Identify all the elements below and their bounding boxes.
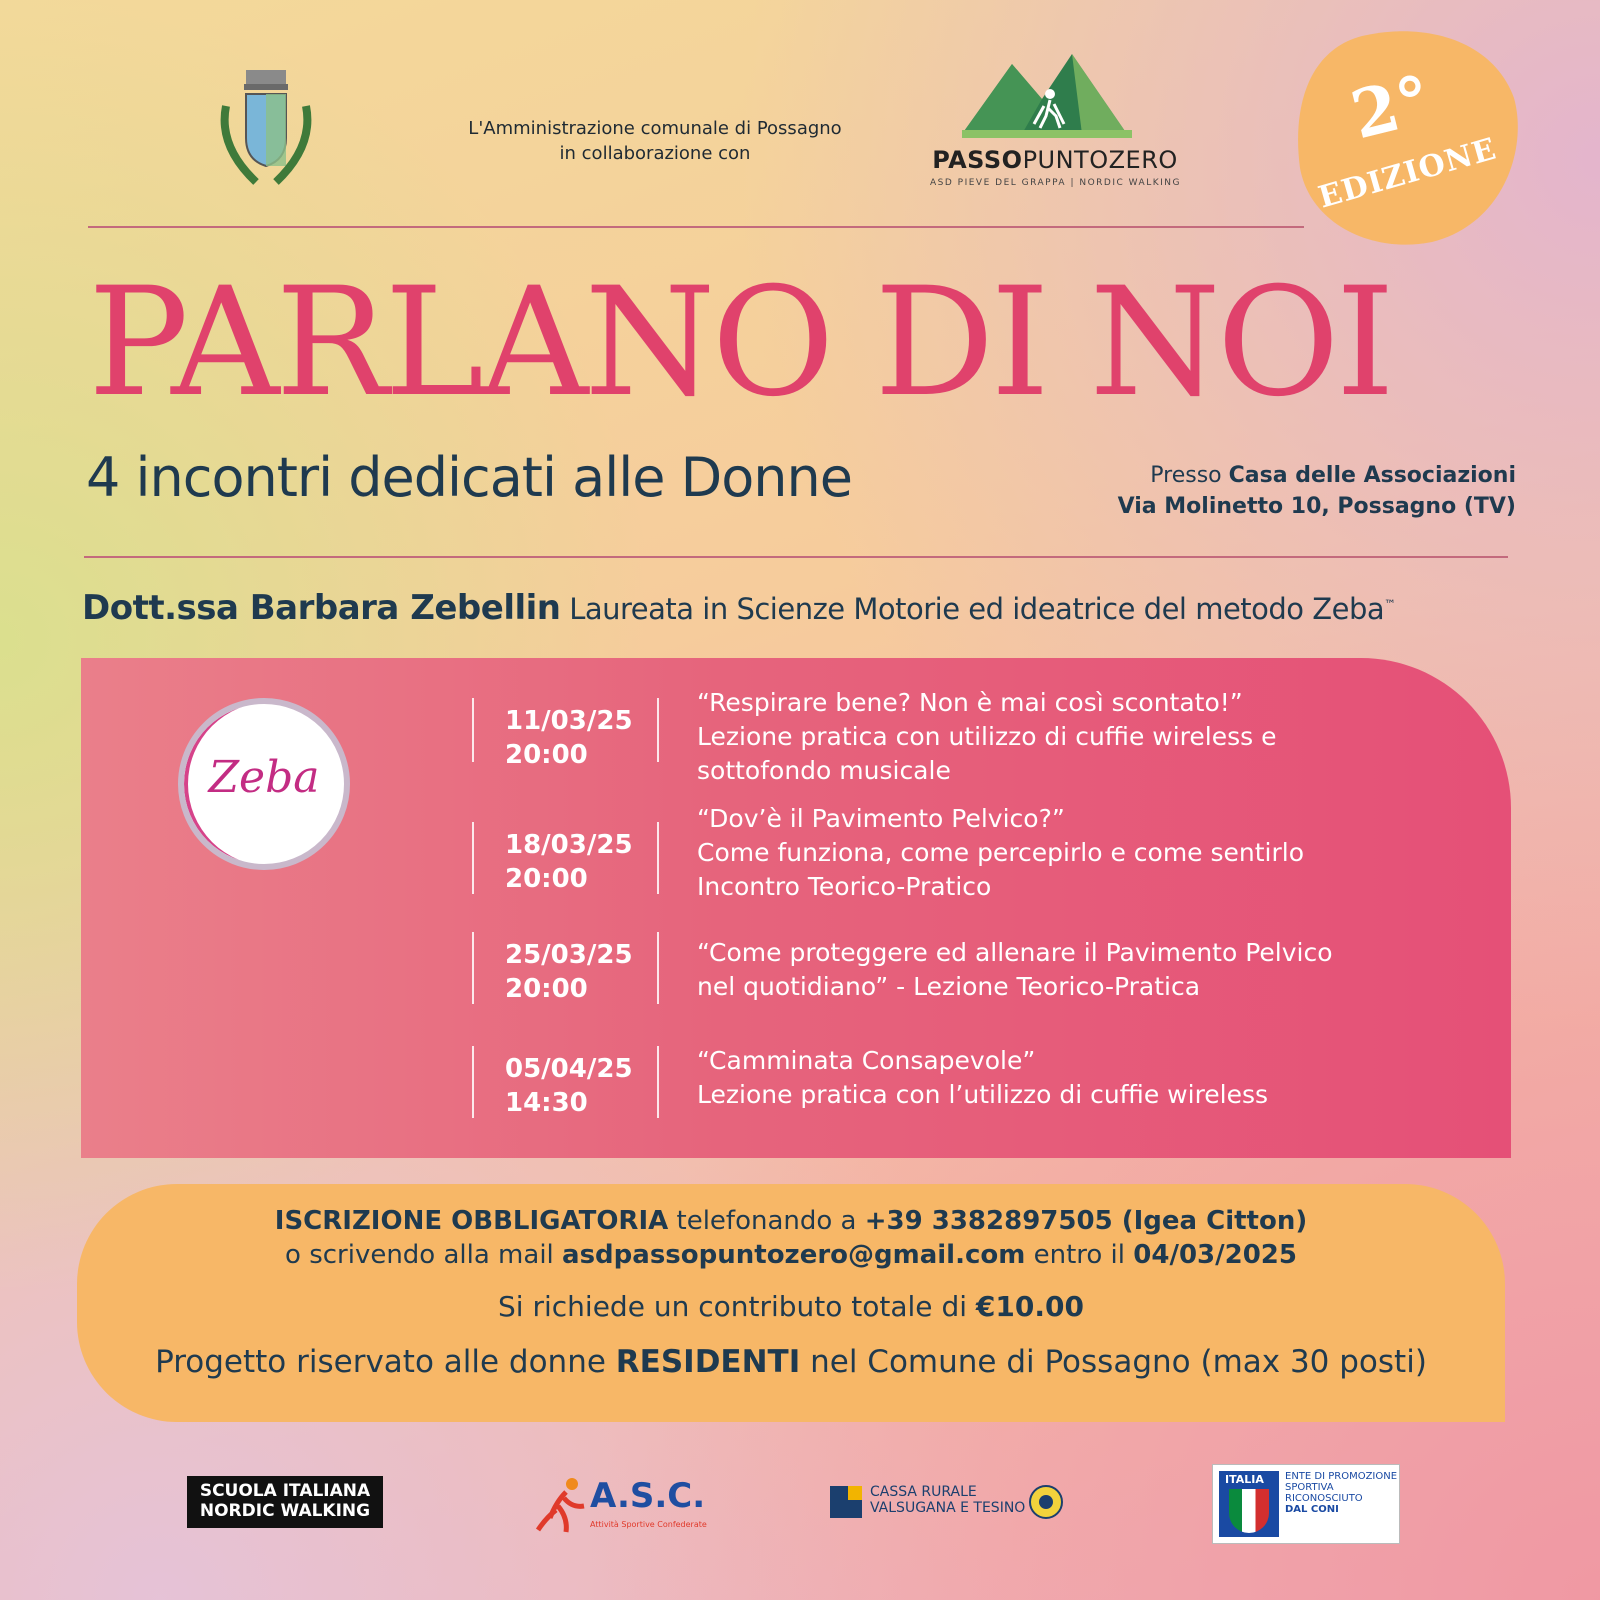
- email-link[interactable]: asdpassopuntozero@gmail.com: [562, 1240, 1026, 1270]
- coni-text: ENTE DI PROMOZIONE SPORTIVA RICONOSCIUTO DAL CONI: [1285, 1471, 1398, 1515]
- sinw-logo: SCUOLA ITALIANA NORDIC WALKING: [187, 1476, 383, 1528]
- italia-flag-icon: ITALIA: [1219, 1471, 1279, 1537]
- badge-word: EDIZIONE: [1314, 131, 1501, 216]
- event-divider-left: [472, 698, 474, 762]
- divider-middle: [84, 556, 1508, 558]
- registration-panel: [77, 1184, 1505, 1422]
- registration-line: ISCRIZIONE OBBLIGATORIA telefonando a +39 3382897505 (Igea Citton): [274, 1206, 1308, 1236]
- event-divider-right: [657, 932, 659, 1004]
- asc-runner-icon: [536, 1476, 586, 1534]
- event-divider-right: [657, 698, 659, 762]
- event-description: “Dov’è il Pavimento Pelvico?” Come funziona, come percepirlo e come sentirlo Incontro Teorico-Pratico: [697, 804, 1305, 901]
- badge-number: 2°: [1343, 59, 1440, 155]
- mountain-walker-logo-icon: [962, 44, 1152, 144]
- event-date-time: 18/03/25 20:00: [505, 830, 633, 894]
- asc-subtitle: Attività Sportive Confederate: [590, 1520, 707, 1529]
- subtitle: 4 incontri dedicati alle Donne: [86, 446, 852, 509]
- event-description: “Respirare bene? Non è mai così scontato!” Lezione pratica con utilizzo di cuffie wireless e sottofondo musicale: [697, 688, 1277, 785]
- asc-logo: [536, 1476, 706, 1534]
- event-date-time: 25/03/25 20:00: [505, 940, 633, 1004]
- doctor-role: Laureata in Scienze Motorie ed ideatrice del metodo Zeba: [569, 592, 1385, 626]
- doctor-line: [82, 588, 1396, 628]
- cassa-text: CASSA RURALE VALSUGANA E TESINO: [870, 1484, 1026, 1516]
- edition-badge: [1292, 28, 1522, 250]
- intro-text: [440, 116, 870, 166]
- cassa-rurale-logo: [830, 1484, 1070, 1532]
- phone-number[interactable]: +39 3382897505 (Igea Citton): [864, 1206, 1308, 1236]
- doctor-name: Dott.ssa Barbara Zebellin: [82, 588, 561, 628]
- event-divider-left: [472, 1046, 474, 1118]
- event-divider-right: [657, 822, 659, 894]
- event-description: “Come proteggere ed allenare il Pavimento Pelvico nel quotidiano” - Lezione Teorico-Pratica: [697, 938, 1333, 1001]
- email-line: o scrivendo alla mail asdpassopuntozero@gmail.com entro il 04/03/2025: [285, 1240, 1297, 1270]
- zeba-logo: [178, 698, 350, 870]
- venue-address: Via Molinetto 10, Possagno (TV): [1117, 494, 1516, 519]
- intro-line-2: in collaborazione con: [559, 143, 751, 164]
- event-divider-right: [657, 1046, 659, 1118]
- brand-name: PASSOPUNTOZERO: [932, 146, 1178, 174]
- coni-logo: [1212, 1464, 1400, 1544]
- municipal-crest-icon: [218, 66, 314, 192]
- page-title: PARLANO DI NOI: [88, 256, 1391, 430]
- venue: [1070, 460, 1516, 522]
- event-date-time: 05/04/25 14:30: [505, 1054, 633, 1118]
- cassa-square-icon: [830, 1486, 862, 1518]
- event-divider-left: [472, 822, 474, 894]
- venue-prefix: Presso: [1150, 463, 1222, 488]
- intro-line-1: L'Amministrazione comunale di Possagno: [468, 118, 842, 139]
- event-date-time: 11/03/25 20:00: [505, 706, 633, 770]
- passopuntozero-logo: [930, 146, 1180, 188]
- event-divider-left: [472, 932, 474, 1004]
- fee-amount: €10.00: [975, 1290, 1084, 1323]
- event-description: “Camminata Consapevole” Lezione pratica con l’utilizzo di cuffie wireless: [697, 1046, 1269, 1109]
- venue-place: Casa delle Associazioni: [1228, 463, 1516, 488]
- reserved-line: Progetto riservato alle donne RESIDENTI nel Comune di Possagno (max 30 posti): [155, 1344, 1427, 1380]
- cooperative-seal-icon: [1028, 1484, 1064, 1520]
- trademark-sign: ™: [1384, 597, 1396, 612]
- zeba-logo-text: Zeba: [208, 752, 320, 803]
- deadline: 04/03/2025: [1133, 1240, 1297, 1270]
- asc-name: A.S.C.: [590, 1476, 706, 1516]
- brand-subtitle: ASD PIEVE DEL GRAPPA | NORDIC WALKING: [930, 178, 1181, 188]
- fee-line: Si richiede un contributo totale di €10.00: [498, 1290, 1084, 1323]
- divider-top: [88, 226, 1304, 228]
- tricolor-shield-icon: [1229, 1489, 1269, 1533]
